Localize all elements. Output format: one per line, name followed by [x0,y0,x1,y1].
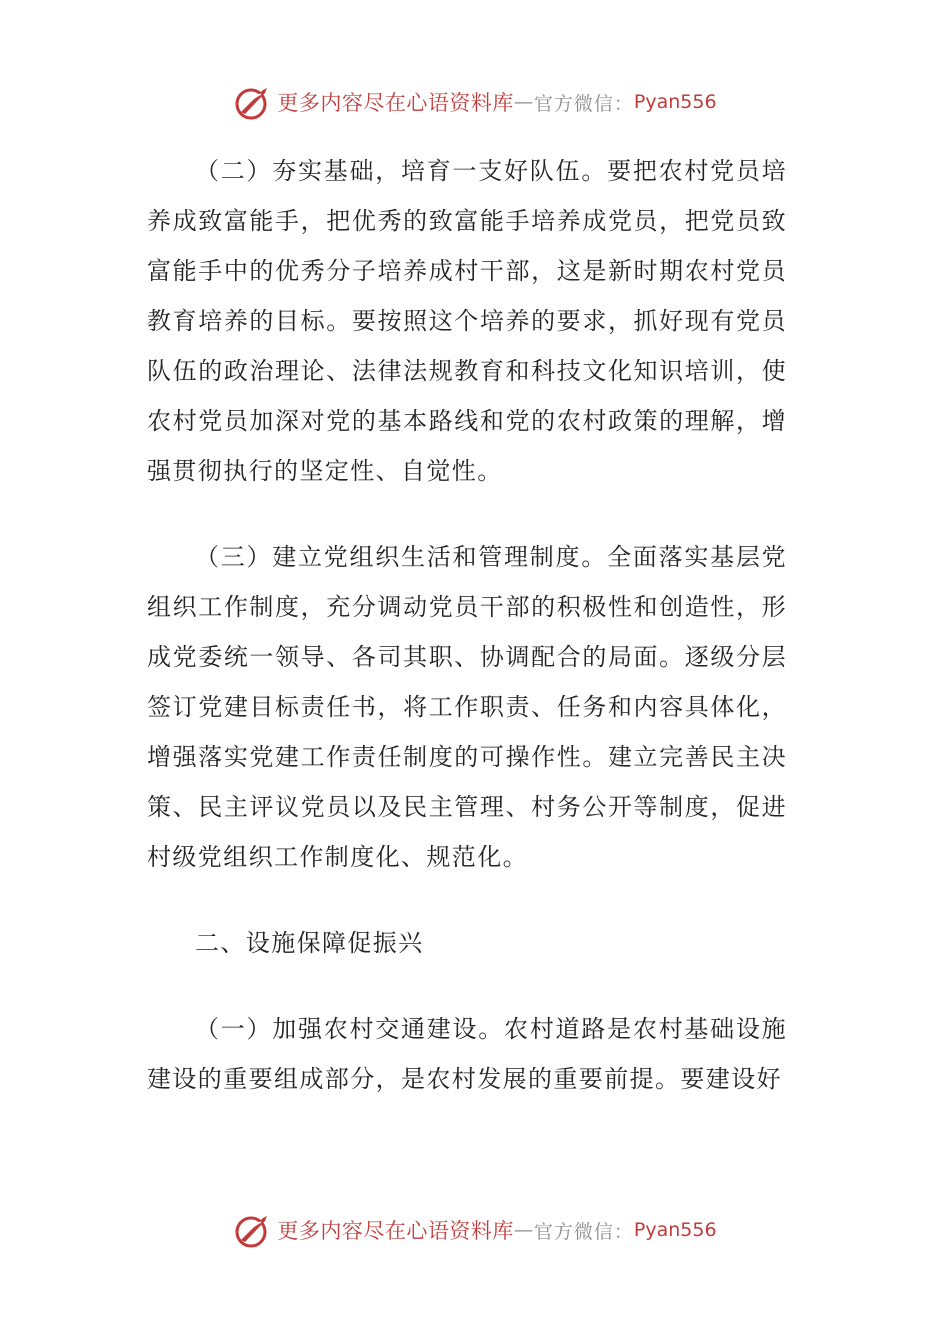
quill-seal-icon [233,82,273,122]
watermark-dash: — [513,91,534,113]
footer-watermark [0,1208,950,1252]
watermark-wechat-id: Pyan556 [633,1219,717,1241]
watermark-wechat-id: Pyan556 [633,91,717,113]
watermark-subtitle: 官方微信： [533,92,634,115]
document-body [147,146,787,1104]
watermark-title: 更多内容尽在心语资料库 [277,1219,514,1243]
header-watermark [0,80,950,124]
paragraph-2: （二）夯实基础，培育一支好队伍。要把农村党员培养成致富能手，把优秀的致富能手培养成党员，把党员致富能手中的优秀分子培养成村干部，这是新时期农村党员教育培养的目标。要按照这个培养的要求，抓好现有党员队伍的政治理论、法律法规教育和科技文化知识培训，使农村党员加深对党的基本路线和党的农村政策的理解，增强贯彻执行的坚定性、自觉性。 [147,157,787,485]
watermark-title: 更多内容尽在心语资料库 [277,91,514,115]
paragraph-3: （三）建立党组织生活和管理制度。全面落实基层党组织工作制度，充分调动党员干部的积极性和创造性，形成党委统一领导、各司其职、协调配合的局面。逐级分层签订党建目标责任书，将工作职责、任务和内容具体化，增强落实党建工作责任制度的可操作性。建立完善民主决策、民主评议党员以及民主管理、村务公开等制度，促进村级党组织工作制度化、规范化。 [147,543,787,871]
section-heading: 二、设施保障促振兴 [195,929,424,957]
paragraph-4: （一）加强农村交通建设。农村道路是农村基础设施建设的重要组成部分，是农村发展的重要前提。要建设好 [147,1015,787,1093]
watermark-dash: — [513,1219,534,1241]
quill-seal-icon [233,1210,273,1250]
watermark-subtitle: 官方微信： [533,1220,634,1243]
